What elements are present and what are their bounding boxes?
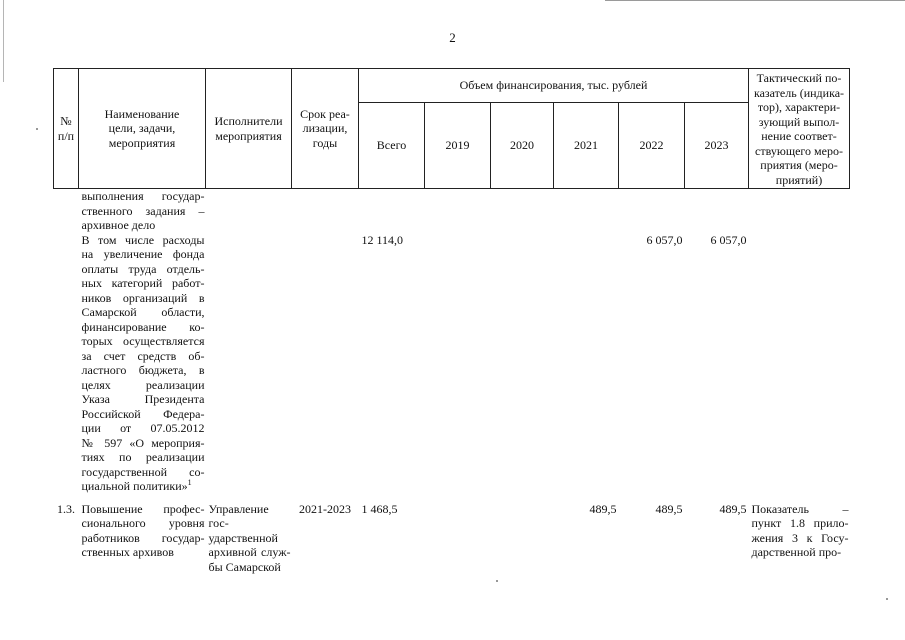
row-name-line: сионального уровня bbox=[81, 516, 205, 530]
header-line: Срок реа- bbox=[300, 106, 350, 121]
row-y2023: 489,5 bbox=[719, 501, 747, 516]
row-indicator-line: пункт 1.8 прило- bbox=[751, 516, 849, 530]
row-executors-line: архивной служ- bbox=[208, 545, 291, 559]
row-total: 1 468,5 bbox=[361, 501, 398, 516]
header-total: Всего bbox=[359, 103, 425, 189]
scan-speck bbox=[36, 128, 38, 130]
header-line: Наименование bbox=[104, 106, 180, 121]
header-line: Тактический по- bbox=[756, 71, 842, 85]
header-line: мероприятия bbox=[108, 135, 176, 150]
row-num bbox=[54, 189, 79, 233]
row-indicator bbox=[749, 494, 850, 575]
header-line: п/п bbox=[57, 128, 75, 143]
page-number: 2 bbox=[449, 30, 456, 45]
row-name-line: оплаты труда отдель- bbox=[81, 261, 205, 276]
header-funding-group: Объем финансирования, тыс. рублей bbox=[359, 69, 749, 103]
row-name-line: государственной со- bbox=[81, 464, 205, 479]
row-executors bbox=[206, 494, 292, 575]
header-year-2020: 2020 bbox=[491, 103, 554, 189]
header-year-2023: 2023 bbox=[685, 103, 749, 189]
row-total: 12 114,0 bbox=[361, 232, 404, 247]
row-y2023 bbox=[685, 189, 749, 233]
row-name-line: ных категорий работ- bbox=[81, 276, 205, 290]
header-line: цели, задачи, bbox=[108, 121, 176, 136]
header-year-2022: 2022 bbox=[619, 103, 685, 189]
row-term: 2021-2023 bbox=[299, 501, 351, 516]
header-line: мероприятия bbox=[215, 128, 282, 143]
row-term bbox=[292, 189, 359, 233]
row-name-line: за счет средств об- bbox=[81, 348, 205, 363]
row-name-line: архивное дело bbox=[81, 218, 156, 232]
table-row bbox=[54, 233, 850, 494]
row-name-line: выполнения государ- bbox=[81, 189, 205, 203]
row-name-line: циальной политики»$^1$ bbox=[81, 478, 192, 493]
row-name-line: на увеличение фонда bbox=[81, 247, 205, 261]
row-y2021 bbox=[554, 233, 619, 494]
row-name-line: В том числе расходы bbox=[81, 232, 205, 247]
row-num: 1.3. bbox=[57, 501, 75, 516]
row-executors bbox=[206, 189, 292, 233]
header-line: годы bbox=[312, 135, 338, 150]
row-name-line: работников государ- bbox=[81, 530, 205, 545]
row-name-line: финансирование ко- bbox=[81, 319, 205, 334]
table-row bbox=[54, 189, 850, 233]
row-executors-line: бы Самарской bbox=[208, 559, 281, 574]
header-line: приятий) bbox=[775, 172, 823, 187]
row-y2022 bbox=[619, 189, 685, 233]
row-name-line: ластного бюджета, в bbox=[81, 363, 205, 377]
funding-table-wrapper bbox=[53, 68, 850, 574]
header-line: тор), характери- bbox=[757, 100, 841, 114]
row-name-line: целях реализации bbox=[81, 377, 205, 392]
row-y2019 bbox=[425, 494, 491, 575]
row-total bbox=[359, 189, 425, 233]
header-term bbox=[292, 69, 359, 189]
row-y2020 bbox=[491, 189, 554, 233]
header-line: Исполнители bbox=[214, 114, 283, 128]
row-name-line: Указа Президента bbox=[81, 392, 205, 406]
header-year-2019: 2019 bbox=[425, 103, 491, 189]
row-y2021: 489,5 bbox=[589, 501, 617, 516]
table-body bbox=[54, 189, 850, 575]
row-y2021 bbox=[554, 189, 619, 233]
scan-edge-top bbox=[605, 0, 905, 1]
header-line: казатель (индика- bbox=[753, 85, 845, 100]
table-row bbox=[54, 494, 850, 575]
row-name-line: торых осуществляется bbox=[81, 334, 205, 348]
row-y2022: 6 057,0 bbox=[646, 232, 683, 247]
row-y2023: 6 057,0 bbox=[710, 232, 747, 247]
funding-table bbox=[53, 68, 850, 574]
header-name bbox=[79, 69, 206, 189]
row-y2020 bbox=[491, 233, 554, 494]
header-line: № bbox=[60, 114, 72, 128]
row-y2019 bbox=[425, 233, 491, 494]
row-name-line: тиях по реализации bbox=[81, 450, 205, 464]
row-indicator bbox=[749, 189, 850, 233]
row-name-line: ников организаций в bbox=[81, 290, 205, 305]
row-name-line: ственного задания – bbox=[81, 203, 205, 218]
row-name bbox=[79, 494, 206, 575]
row-name-line: ции от 07.05.2012 bbox=[81, 421, 205, 435]
row-name-line: Повышение профес- bbox=[81, 501, 205, 516]
row-name bbox=[79, 233, 206, 494]
footnote-marker: 1 bbox=[187, 478, 192, 487]
header-line: ствующего меро- bbox=[755, 143, 843, 158]
header-num bbox=[54, 69, 79, 189]
row-executors-line: Управление гос- bbox=[208, 501, 269, 530]
row-num bbox=[54, 233, 79, 494]
row-indicator-line: дарственной про- bbox=[751, 545, 842, 559]
row-term bbox=[292, 233, 359, 494]
row-name bbox=[79, 189, 206, 233]
row-name-line: Российской Федера- bbox=[81, 406, 205, 421]
header-line: нение соответ- bbox=[761, 129, 837, 143]
row-name-line: Самарской области, bbox=[81, 305, 205, 319]
header-year-2021: 2021 bbox=[554, 103, 619, 189]
header-line: зующий выпол- bbox=[758, 114, 840, 129]
header-executors bbox=[206, 69, 292, 189]
row-indicator bbox=[749, 233, 850, 494]
row-name-line: № 597 «О мероприя- bbox=[81, 435, 205, 450]
row-y2020 bbox=[491, 494, 554, 575]
row-indicator-line: Показатель – bbox=[751, 501, 849, 516]
scan-speck bbox=[496, 580, 498, 582]
row-indicator-line: жения 3 к Госу- bbox=[751, 530, 849, 545]
row-executors-line: ударственной bbox=[208, 530, 278, 545]
header-line: приятия (меро- bbox=[760, 158, 838, 172]
row-executors bbox=[206, 233, 292, 494]
row-y2019 bbox=[425, 189, 491, 233]
row-y2022: 489,5 bbox=[655, 501, 683, 516]
header-line: лизации, bbox=[302, 121, 348, 136]
row-name-line: ственных архивов bbox=[81, 545, 174, 559]
scan-speck bbox=[886, 598, 888, 600]
header-indicator bbox=[749, 69, 850, 189]
